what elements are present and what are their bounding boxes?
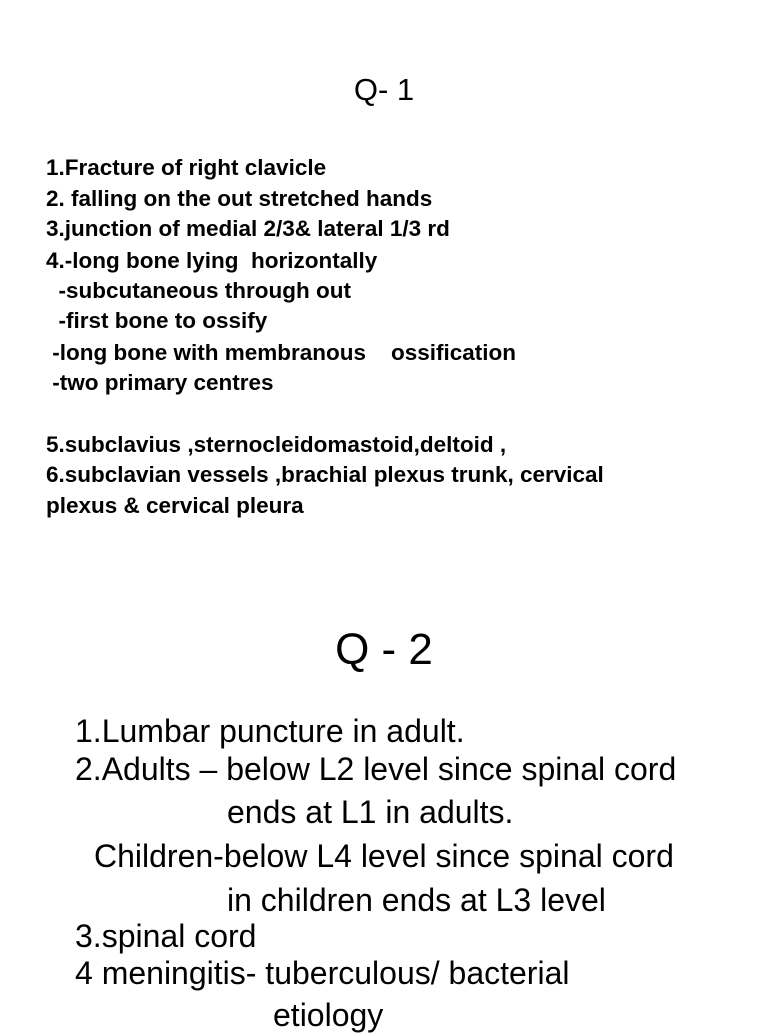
q1-answer-line: 1.Fracture of right clavicle (46, 155, 327, 180)
q1-answer-line: 6.subclavian vessels ,brachial plexus trunk, cervical (46, 462, 604, 487)
q2-answer-line: 2.Adults – below L2 level since spinal cord (75, 751, 677, 787)
q1-answer-line: 5.subclavius ,sternocleidomastoid,deltoid , (46, 432, 507, 457)
q2-answer-line: 3.spinal cord (75, 918, 257, 954)
q1-answer-line: 4.-long bone lying horizontally (46, 248, 378, 273)
q2-answer-line: Children-below L4 level since spinal cord (94, 838, 674, 874)
q2-answer-line: etiology (273, 997, 384, 1033)
q1-answer-line: -long bone with membranous ossification (46, 340, 517, 365)
q1-answer-line: -two primary centres (46, 370, 274, 395)
q2-heading: Q - 2 (335, 625, 433, 674)
q2-answer-line: in children ends at L3 level (227, 882, 606, 918)
q1-answer-line: 3.junction of medial 2/3& lateral 1/3 rd (46, 216, 450, 241)
q1-answer-line: -first bone to ossify (46, 308, 268, 333)
q1-answer-line: plexus & cervical pleura (46, 493, 304, 518)
q2-answer-line: 1.Lumbar puncture in adult. (75, 713, 465, 749)
q2-answer-line: 4 meningitis- tuberculous/ bacterial (75, 955, 570, 991)
q1-answer-line: 2. falling on the out stretched hands (46, 186, 433, 211)
q1-heading: Q- 1 (353, 72, 415, 107)
q2-answer-line: ends at L1 in adults. (227, 794, 514, 830)
q1-answer-line: -subcutaneous through out (46, 278, 351, 303)
